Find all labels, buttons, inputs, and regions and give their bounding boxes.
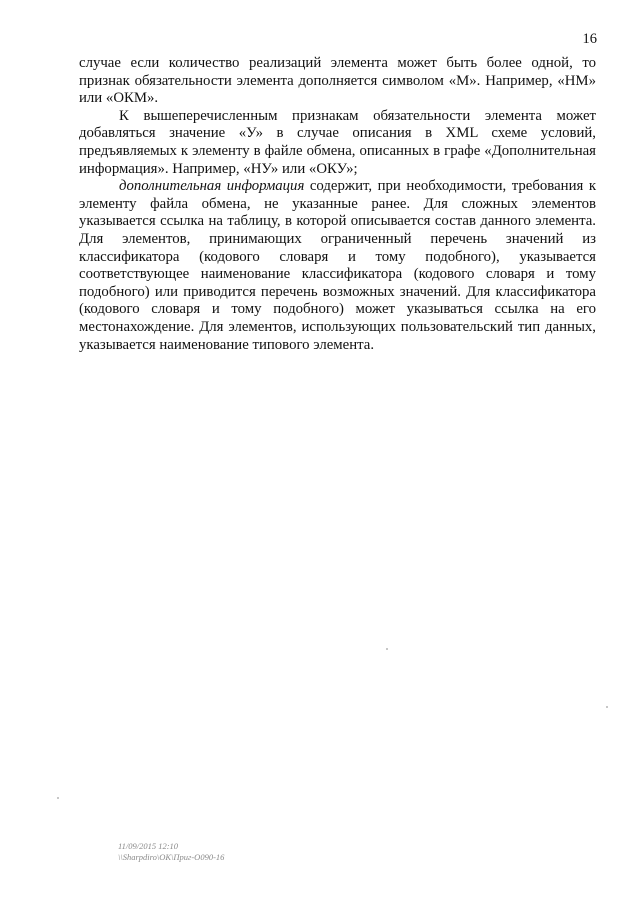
document-body <box>79 55 596 354</box>
paragraph-3-text: содержит, при необходимости, требования к элементу файла обмена, не указанные ранее. Для сложных элементов указывается ссылка на таблицу, в которой описывается состав данного элемента. Для элементов, принимающих ограниченный перечень значений из классификатора (кодового словаря и тому подобного), указывается соответствующее наименование классификатора (кодового словаря и тому подобного) или приводится перечень возможных значений. Для классификатора (кодового словаря и тому подобного) может указываться ссылка на его местонахождение. Для элементов, использующих пользовательский тип данных, указывается наименование типового элемента. <box>79 178 597 353</box>
paragraph-3-lead-term: дополнительная информация <box>119 178 305 195</box>
scan-speck <box>606 706 608 708</box>
paragraph-2: К вышеперечисленным признакам обязательности элемента может добавляться значение «У» в случае описания в XML схеме условий, предъявляемых к элементу в файле обмена, описанных в графе «Дополнительная информация». Например, «НУ» или «ОКУ»; <box>79 107 596 177</box>
footer-file-path: \\Sharpdiro\ОК\Приг-О090-16 <box>118 852 225 862</box>
scan-speck <box>57 797 59 799</box>
document-footer <box>118 841 224 863</box>
page-number: 16 <box>582 31 597 47</box>
footer-timestamp: 11/09/2015 12:10 <box>118 841 179 851</box>
paragraph-1: случае если количество реализаций элемента может быть более одной, то признак обязательности элемента дополняется символом «М». Например, «НМ» или «ОКМ». <box>79 55 596 107</box>
scan-speck <box>386 648 388 650</box>
paragraph-3 <box>79 178 596 354</box>
